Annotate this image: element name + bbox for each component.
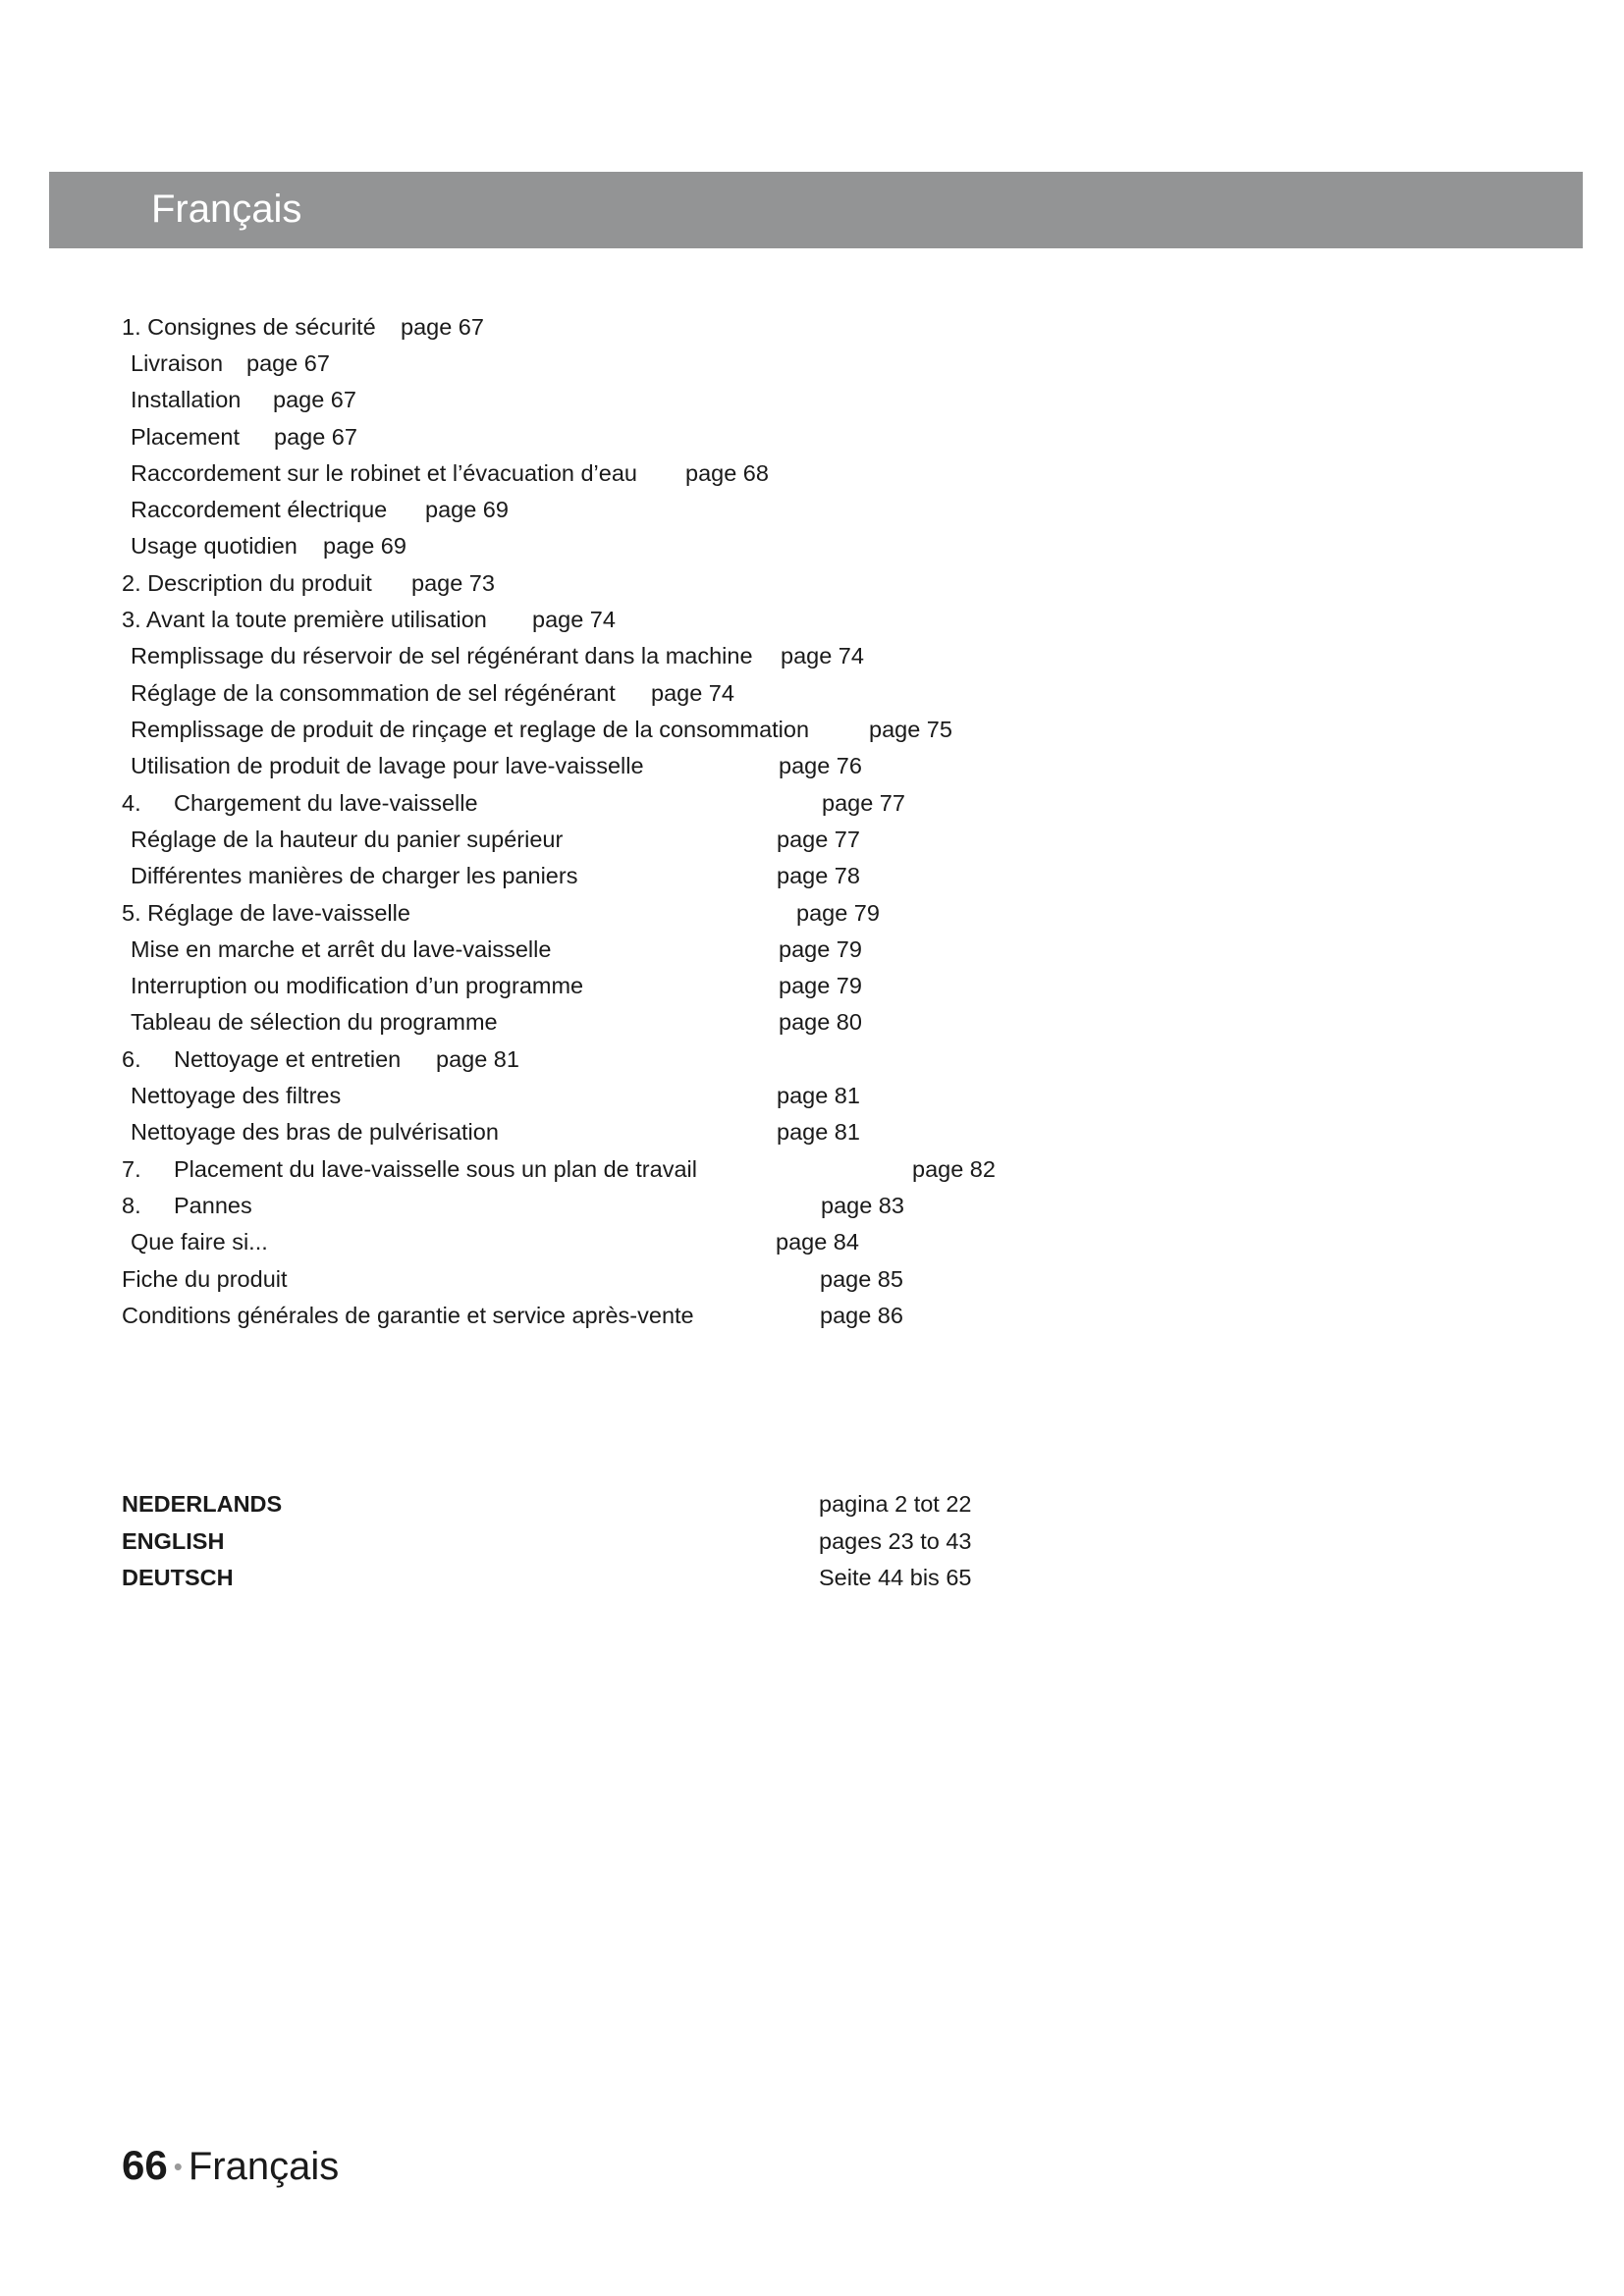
toc-entry[interactable] — [131, 638, 1211, 673]
language-name: ENGLISH — [122, 1528, 225, 1554]
toc-entry[interactable] — [131, 748, 1211, 783]
toc-entry-number: 7. — [122, 1156, 141, 1182]
toc-entry-page: page 77 — [777, 827, 860, 852]
language-entry[interactable] — [122, 1486, 1005, 1522]
toc-entry-page: page 80 — [779, 1009, 862, 1035]
toc-entry-page: page 74 — [532, 607, 616, 632]
toc-entry-page: page 79 — [796, 900, 880, 926]
toc-entry[interactable] — [131, 1004, 1211, 1040]
toc-entry[interactable] — [131, 346, 1211, 381]
toc-entry[interactable] — [131, 382, 1211, 417]
language-pages: Seite 44 bis 65 — [819, 1565, 972, 1590]
toc-entry-label: Remplissage du réservoir de sel régénérant dans la machine — [131, 643, 753, 668]
toc-entry[interactable] — [122, 1188, 1202, 1223]
language-pages: pagina 2 tot 22 — [819, 1491, 972, 1517]
toc-entry-label: 3. Avant la toute première utilisation — [122, 607, 487, 632]
toc-entry[interactable] — [122, 1261, 1202, 1297]
toc-entry-label: Tableau de sélection du programme — [131, 1009, 498, 1035]
toc-entry[interactable] — [131, 1078, 1211, 1113]
toc-entry-label: Remplissage de produit de rinçage et reglage de la consommation — [131, 717, 810, 742]
toc-entry-label: Livraison — [131, 350, 224, 376]
toc-entry-label: Nettoyage des filtres — [131, 1083, 342, 1108]
toc-entry-label: Nettoyage et entretien — [174, 1046, 402, 1072]
toc-entry[interactable] — [122, 895, 1202, 931]
language-name: NEDERLANDS — [122, 1491, 283, 1517]
toc-entry-page: page 68 — [685, 460, 769, 486]
toc-entry-label: Chargement du lave-vaisselle — [174, 790, 478, 816]
toc-entry[interactable] — [122, 1298, 1202, 1333]
toc-entry-label: 5. Réglage de lave-vaisselle — [122, 900, 410, 926]
toc-entry[interactable] — [131, 712, 1211, 747]
toc-entry-page: page 67 — [246, 350, 330, 376]
toc-entry-label: Placement du lave-vaisselle sous un plan de travail — [174, 1156, 697, 1182]
toc-entry-label: Usage quotidien — [131, 533, 298, 559]
language-entry[interactable] — [122, 1523, 1005, 1559]
toc-entry-label: Interruption ou modification d’un programme — [131, 973, 584, 998]
toc-entry[interactable] — [122, 1151, 1202, 1187]
toc-entry-label: Placement — [131, 424, 241, 450]
language-pages: pages 23 to 43 — [819, 1528, 972, 1554]
bullet-separator-icon: • — [173, 2152, 183, 2181]
toc-entry-page: page 74 — [781, 643, 864, 668]
toc-entry-number: 4. — [122, 790, 141, 816]
toc-entry-page: page 78 — [777, 863, 860, 888]
toc-entry-page: page 75 — [869, 717, 952, 742]
toc-entry-number: 6. — [122, 1046, 141, 1072]
toc-entry-page: page 76 — [779, 753, 862, 778]
toc-entry-page: page 69 — [425, 497, 509, 522]
toc-entry[interactable] — [131, 968, 1211, 1003]
toc-entry-page: page 67 — [273, 387, 356, 412]
toc-entry[interactable] — [131, 675, 1211, 711]
page-number: 66 — [122, 2142, 168, 2188]
page-footer — [122, 2138, 339, 2193]
toc-entry-label: Réglage de la consommation de sel régénérant — [131, 680, 616, 706]
toc-entry-page: page 73 — [411, 570, 495, 596]
toc-entry-label: Raccordement électrique — [131, 497, 388, 522]
toc-entry[interactable] — [122, 565, 1202, 601]
toc-entry-label: Raccordement sur le robinet et l’évacuation d’eau — [131, 460, 637, 486]
toc-entry-page: page 81 — [777, 1083, 860, 1108]
toc-entry-page: page 67 — [401, 314, 484, 340]
toc-entry[interactable] — [122, 602, 1202, 637]
toc-entry[interactable] — [131, 528, 1211, 563]
toc-entry-label: Que faire si... — [131, 1229, 268, 1255]
toc-entry-page: page 81 — [777, 1119, 860, 1145]
toc-entry-page: page 83 — [821, 1193, 904, 1218]
toc-entry-page: page 79 — [779, 936, 862, 962]
toc-entry-label: Fiche du produit — [122, 1266, 288, 1292]
footer-language: Français — [188, 2145, 340, 2188]
toc-entry[interactable] — [122, 785, 1202, 821]
language-name: DEUTSCH — [122, 1565, 234, 1590]
toc-entry-page: page 74 — [651, 680, 734, 706]
toc-entry-page: page 77 — [822, 790, 905, 816]
toc-entry-label: Différentes manières de charger les paniers — [131, 863, 578, 888]
toc-entry-label: Pannes — [174, 1193, 252, 1218]
toc-entry-number: 8. — [122, 1193, 141, 1218]
toc-entry-page: page 86 — [820, 1303, 903, 1328]
toc-entry-label: 1. Consignes de sécurité — [122, 314, 376, 340]
toc-entry[interactable] — [131, 932, 1211, 967]
toc-entry[interactable] — [131, 492, 1211, 527]
toc-entry[interactable] — [122, 1041, 1202, 1077]
toc-entry[interactable] — [131, 1224, 1211, 1259]
toc-entry-label: 2. Description du produit — [122, 570, 372, 596]
toc-entry-page: page 82 — [912, 1156, 996, 1182]
toc-entry-page: page 85 — [820, 1266, 903, 1292]
toc-entry-page: page 84 — [776, 1229, 859, 1255]
toc-entry-label: Installation — [131, 387, 242, 412]
toc-entry[interactable] — [131, 822, 1211, 857]
toc-entry[interactable] — [131, 419, 1211, 454]
toc-entry-page: page 79 — [779, 973, 862, 998]
header-band — [49, 172, 1583, 248]
toc-entry-label: Réglage de la hauteur du panier supérieur — [131, 827, 564, 852]
toc-entry-label: Conditions générales de garantie et service après-vente — [122, 1303, 694, 1328]
toc-entry[interactable] — [131, 455, 1211, 491]
toc-entry[interactable] — [131, 858, 1211, 893]
toc-entry-label: Utilisation de produit de lavage pour lave-vaisselle — [131, 753, 644, 778]
toc-entry-label: Mise en marche et arrêt du lave-vaisselle — [131, 936, 552, 962]
header-title: Français — [151, 187, 302, 231]
toc-entry[interactable] — [122, 309, 1202, 345]
toc-entry[interactable] — [131, 1114, 1211, 1149]
toc-entry-page: page 67 — [274, 424, 357, 450]
toc-entry-page: page 81 — [436, 1046, 519, 1072]
language-entry[interactable] — [122, 1560, 1005, 1595]
toc-entry-page: page 69 — [323, 533, 406, 559]
toc-entry-label: Nettoyage des bras de pulvérisation — [131, 1119, 499, 1145]
